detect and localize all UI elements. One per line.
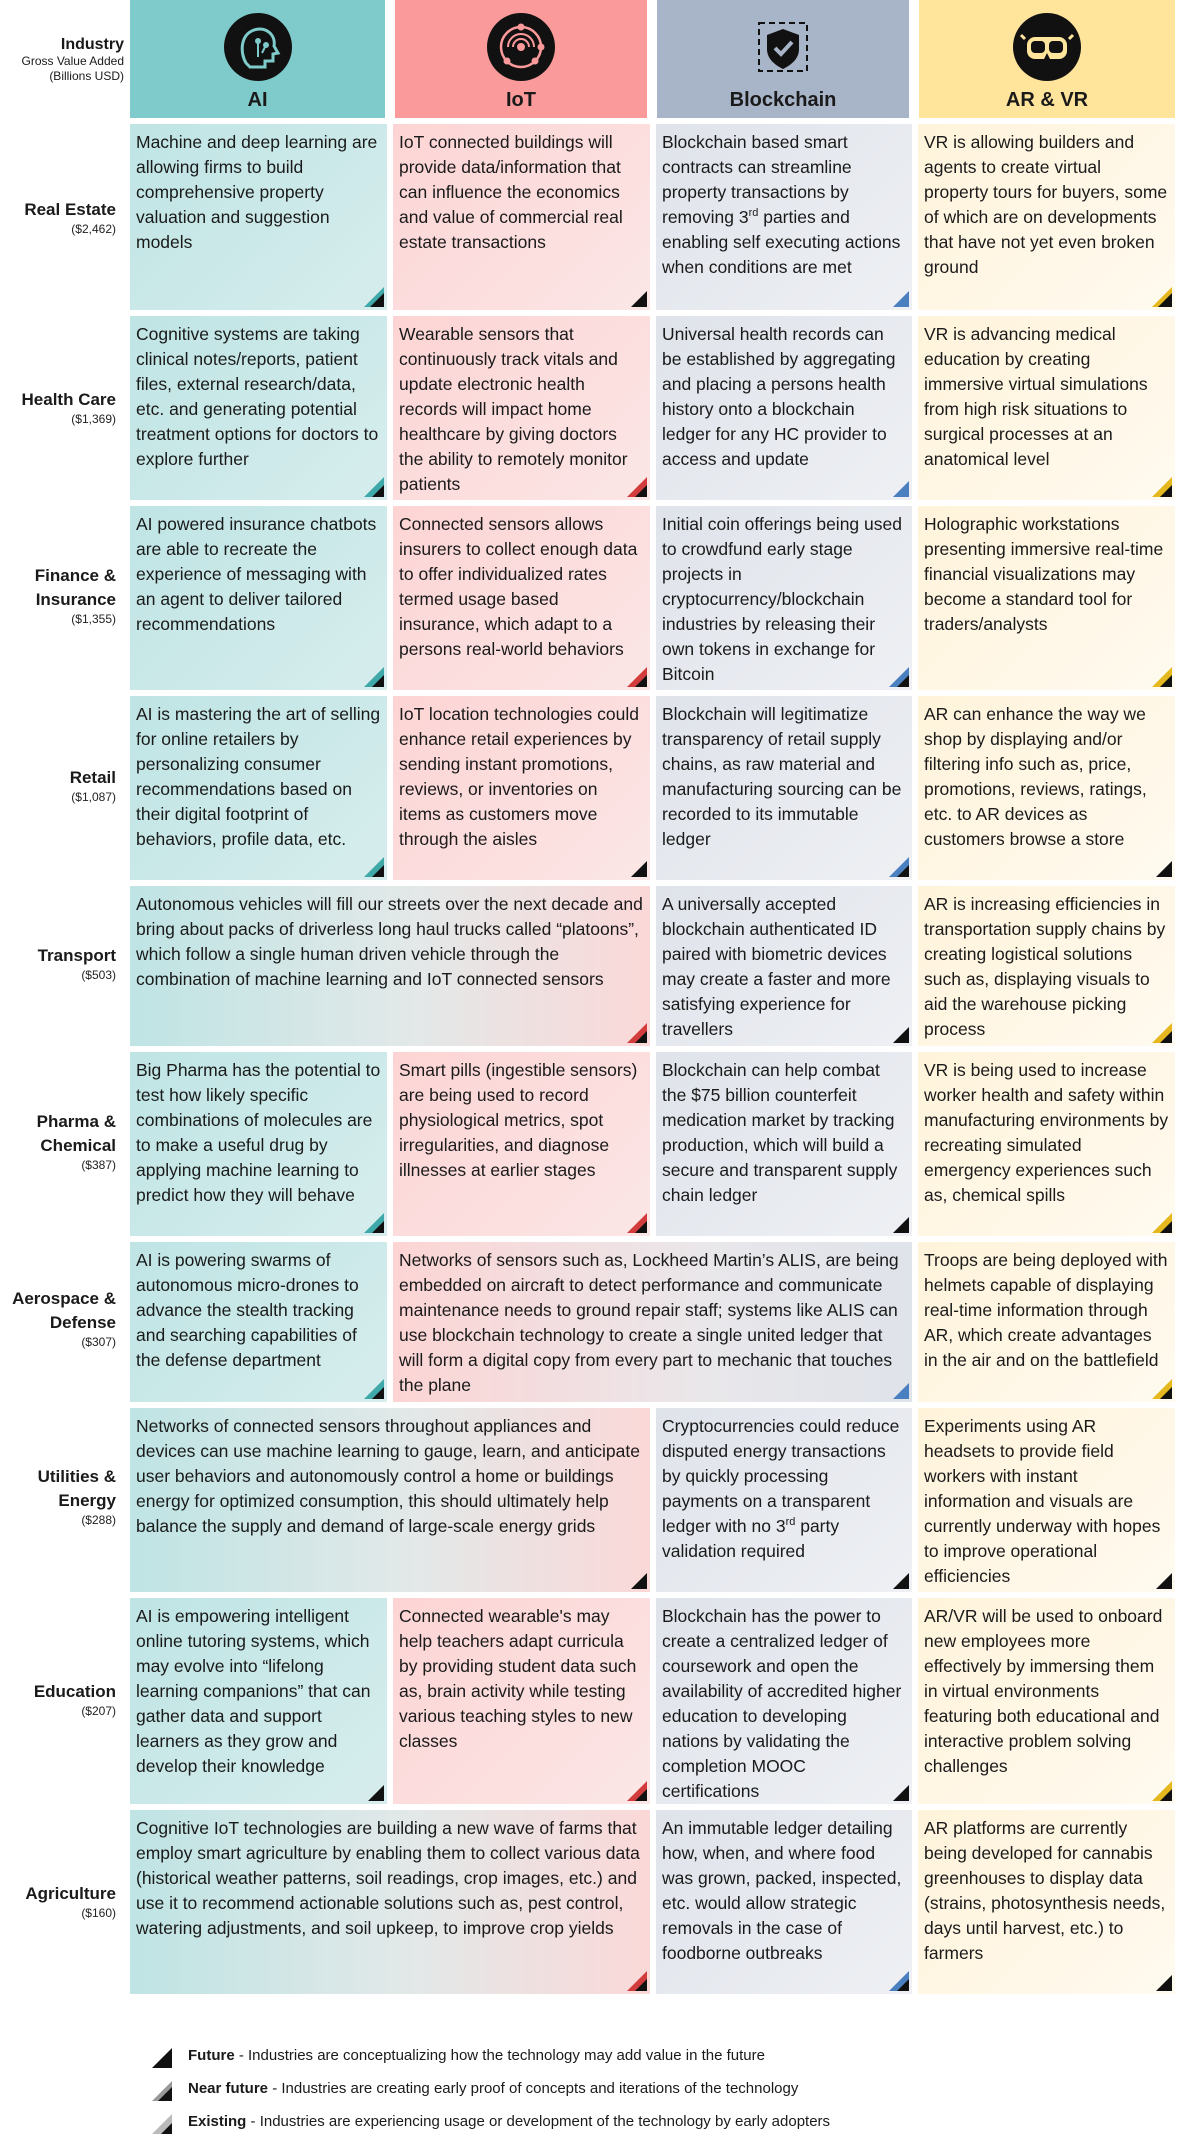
near-future-marker-icon bbox=[627, 1023, 647, 1043]
future-marker-icon bbox=[364, 1781, 384, 1801]
near-future-marker-icon bbox=[889, 1379, 909, 1399]
cell-text: Initial coin offerings being used to crowdfund early stage projects in cryptocurrency/blockchain industries by releasing their own tokens in exchange for Bitcoin bbox=[662, 514, 902, 684]
cell-education-blockchain bbox=[656, 1598, 912, 1804]
existing-marker-icon bbox=[1152, 667, 1172, 687]
tech-name-iot: IoT bbox=[506, 89, 536, 111]
cell-health-care-ai bbox=[130, 316, 387, 500]
industry-name-line2: Energy bbox=[58, 1491, 116, 1510]
cell-text: IoT location technologies could enhance retail experiences by sending instant promotions, reviews, or inventories on items as customers move through the aisles bbox=[399, 704, 639, 849]
row-label-health-care bbox=[0, 388, 116, 427]
existing-marker-icon bbox=[1152, 1213, 1172, 1233]
ai-head-circuit-icon bbox=[224, 13, 292, 81]
cell-text: AI is empowering intelligent online tutoring systems, which may evolve into “lifelong learning companions” that can gather data and support learners as they grow and develop their knowledge bbox=[136, 1606, 371, 1776]
industry-name-line2: Insurance bbox=[35, 590, 116, 609]
cell-pharma-ar-vr bbox=[918, 1052, 1175, 1236]
future-marker-icon bbox=[889, 1781, 909, 1801]
cell-text: VR is allowing builders and agents to create virtual property tours for buyers, some of which are on developments that have not yet even broken ground bbox=[924, 132, 1168, 277]
industry-gva: ($503) bbox=[81, 968, 116, 982]
cell-text: Blockchain has the power to create a centralized ledger of coursework and open the availability of accredited higher education to developing nations by validating the completion MOOC certifications bbox=[662, 1606, 902, 1801]
row-label-utilities-energy bbox=[0, 1465, 116, 1528]
tech-name-ar-vr: AR & VR bbox=[1005, 89, 1089, 111]
vr-headset-icon bbox=[1013, 13, 1081, 81]
industry-gva: ($1,369) bbox=[71, 412, 116, 426]
industry-name: Health Care bbox=[21, 390, 116, 409]
near-future-marker-icon bbox=[889, 477, 909, 497]
near-future-marker-icon bbox=[364, 287, 384, 307]
near-future-marker-icon bbox=[1152, 287, 1172, 307]
legend-item-near-future bbox=[150, 2079, 1050, 2112]
future-marker-icon bbox=[1152, 857, 1172, 877]
existing-marker-icon bbox=[364, 477, 384, 497]
industry-name: Aerospace & bbox=[12, 1289, 116, 1308]
cell-aerospace-ai bbox=[130, 1242, 387, 1402]
existing-marker-icon bbox=[1152, 1781, 1172, 1801]
existing-marker-icon bbox=[627, 1971, 647, 1991]
future-marker-icon bbox=[627, 1569, 647, 1589]
industry-gva: ($1,087) bbox=[71, 790, 116, 804]
cell-finance-ar-vr bbox=[918, 506, 1175, 690]
industry-name-line2: Defense bbox=[49, 1313, 116, 1332]
row-label-real-estate bbox=[0, 198, 116, 237]
cell-text: Big Pharma has the potential to test how likely specific combinations of molecules are to make a useful drug by applying machine learning to predict how they will behave bbox=[136, 1060, 381, 1205]
legend bbox=[150, 2046, 1050, 2145]
tech-name-blockchain: Blockchain bbox=[729, 89, 837, 111]
cell-text: Autonomous vehicles will fill our streets over the next decade and bring about packs of driverless long haul trucks called “platoons”, which follow a single human driven vehicle through the combination of machine learning and IoT connected sensors bbox=[136, 894, 643, 989]
cell-text: AR platforms are currently being developed for cannabis greenhouses to display data (strains, photosynthesis needs, days until harvest, etc.) to farmers bbox=[924, 1818, 1166, 1963]
industry-header bbox=[0, 0, 124, 118]
cell-text: AI is mastering the art of selling for online retailers by personalizing consumer recommendations based on their digital footprint of behaviors, profile data, etc. bbox=[136, 704, 381, 849]
cell-text: Wearable sensors that continuously track vitals and update electronic health records will impact home healthcare by giving doctors the ability to remotely monitor patients bbox=[399, 324, 628, 494]
industry-gva: ($2,462) bbox=[71, 222, 116, 236]
industry-header-title: Industry bbox=[60, 36, 124, 53]
tech-name-ai: AI bbox=[247, 89, 268, 111]
cell-health-care-blockchain bbox=[656, 316, 912, 500]
cell-text: Cognitive IoT technologies are building a new wave of farms that employ smart agriculture by enabling them to collect various data (historical weather patterns, soil readings, crop images, etc.) and use it to recommend actionable solutions such as, pest control, watering adjustments, and soil upkeep, to improve crop yields bbox=[136, 1818, 640, 1938]
cell-retail-blockchain bbox=[656, 696, 912, 880]
cell-text-part: Cryptocurrencies could reduce disputed energy transactions by quickly processing payments on a transparent ledger with no 3 bbox=[662, 1416, 900, 1536]
near-future-marker-icon bbox=[364, 1213, 384, 1233]
existing-marker-icon bbox=[1152, 1023, 1172, 1043]
cell-transport-ar-vr bbox=[918, 886, 1175, 1046]
cell-text: Smart pills (ingestible sensors) are being used to record physiological metrics, spot irregularities, and diagnose illnesses at earlier stages bbox=[399, 1060, 638, 1180]
cell-text: AR/VR will be used to onboard new employees more effectively by immersing them in virtual environments featuring both educational and interactive problem solving challenges bbox=[924, 1606, 1163, 1776]
industry-gva: ($307) bbox=[81, 1335, 116, 1349]
cell-real-estate-iot bbox=[393, 124, 650, 310]
existing-marker-icon bbox=[627, 667, 647, 687]
cell-finance-ai bbox=[130, 506, 387, 690]
cell-text: Universal health records can be established by aggregating and placing a persons health history onto a blockchain ledger for any HC provider to access and update bbox=[662, 324, 896, 469]
industry-name: Utilities & bbox=[37, 1467, 116, 1486]
tech-header-iot bbox=[395, 0, 647, 118]
cell-text: Troops are being deployed with helmets capable of displaying real-time information through AR, which create advantages in the air and on the battlefield bbox=[924, 1250, 1168, 1370]
cell-text: Blockchain will legitimatize transparency of retail supply chains, as raw material and manufacturing sourcing can be recorded to its immutable ledger bbox=[662, 704, 902, 849]
cell-pharma-ai bbox=[130, 1052, 387, 1236]
row-label-retail bbox=[0, 766, 116, 805]
future-marker-icon bbox=[889, 1213, 909, 1233]
industry-gva: ($387) bbox=[81, 1158, 116, 1172]
industry-name: Retail bbox=[69, 768, 116, 787]
existing-marker-icon bbox=[889, 667, 909, 687]
cell-aerospace-ar-vr bbox=[918, 1242, 1175, 1402]
cell-text: AR can enhance the way we shop by displaying and/or filtering info such as, price, promotions, reviews, ratings, etc. to AR devices as customers browse a store bbox=[924, 704, 1147, 849]
legend-desc: - Industries are conceptualizing how the technology may add value in the future bbox=[234, 2047, 765, 2064]
industry-name: Education bbox=[33, 1682, 116, 1701]
cell-text: Machine and deep learning are allowing firms to build comprehensive property valuation and suggestion models bbox=[136, 132, 378, 252]
existing-marker-icon bbox=[1152, 1379, 1172, 1399]
cell-text: Holographic workstations presenting immersive real-time financial visualizations may become a standard tool for traders/analysts bbox=[924, 514, 1164, 634]
cell-finance-blockchain bbox=[656, 506, 912, 690]
legend-key: Future bbox=[188, 2047, 235, 2064]
legend-key: Near future bbox=[188, 2080, 269, 2097]
cell-retail-ai bbox=[130, 696, 387, 880]
future-marker-icon bbox=[889, 1569, 909, 1589]
industry-gva: ($288) bbox=[81, 1513, 116, 1527]
cell-real-estate-blockchain bbox=[656, 124, 912, 310]
legend-key: Existing bbox=[188, 2113, 247, 2130]
cell-text: Connected wearable's may help teachers adapt curricula by providing student data such as, brain activity while testing various teaching styles to new classes bbox=[399, 1606, 637, 1751]
industry-name: Real Estate bbox=[24, 200, 116, 219]
cell-health-care-iot bbox=[393, 316, 650, 500]
row-label-aerospace-defense bbox=[0, 1287, 116, 1350]
future-marker-icon bbox=[889, 1023, 909, 1043]
existing-marker-icon bbox=[152, 2114, 172, 2134]
industry-gva: ($1,355) bbox=[71, 612, 116, 626]
row-label-pharma-chemical bbox=[0, 1110, 116, 1173]
cell-real-estate-ai bbox=[130, 124, 387, 310]
cell-pharma-iot bbox=[393, 1052, 650, 1236]
cell-text bbox=[662, 1414, 906, 1564]
cell-text: IoT connected buildings will provide data/information that can influence the economics and value of commercial real estate transactions bbox=[399, 132, 623, 252]
cell-text: Networks of sensors such as, Lockheed Martin’s ALIS, are being embedded on aircraft to detect performance and communicate maintenance needs to ground repair staff; systems like ALIS can use blockchain technology to create a single united ledger that will form a digital copy from every part to mechanic that touches the plane bbox=[399, 1250, 899, 1395]
cell-text-superscript: rd bbox=[748, 207, 759, 220]
existing-marker-icon bbox=[627, 1781, 647, 1801]
industry-name: Agriculture bbox=[25, 1884, 116, 1903]
cell-retail-ar-vr bbox=[918, 696, 1175, 880]
cell-retail-iot bbox=[393, 696, 650, 880]
blockchain-shield-check-icon bbox=[749, 13, 817, 81]
cell-education-ai bbox=[130, 1598, 387, 1804]
cell-text-part: Blockchain based smart contracts can streamline property transactions by removing 3 bbox=[662, 132, 852, 227]
cell-text-part: party validation required bbox=[662, 1516, 840, 1561]
near-future-marker-icon bbox=[364, 1379, 384, 1399]
cell-text: AI is powering swarms of autonomous micro-drones to advance the stealth tracking and searching capabilities of the defense department bbox=[136, 1250, 359, 1370]
future-marker-icon bbox=[1152, 1971, 1172, 1991]
existing-marker-icon bbox=[364, 667, 384, 687]
legend-desc: - Industries are experiencing usage or development of the technology by early adopters bbox=[246, 2113, 831, 2130]
near-future-marker-icon bbox=[152, 2081, 172, 2101]
legend-item-future bbox=[150, 2046, 1050, 2079]
cell-text: AR is increasing efficiencies in transportation supply chains by creating logistical solutions such as, displaying visuals to aid the warehouse picking process bbox=[924, 894, 1166, 1039]
cell-text-superscript: rd bbox=[785, 1516, 796, 1529]
cell-text: An immutable ledger detailing how, when, and where food was grown, packed, inspected, etc. would allow strategic removals in the case of foodborne outbreaks bbox=[662, 1818, 902, 1963]
gva-header-line2: (Billions USD) bbox=[49, 69, 124, 83]
iot-network-icon bbox=[487, 13, 555, 81]
cell-text: Blockchain can help combat the $75 billion counterfeit medication market by tracking production, which will build a secure and transparent supply chain ledger bbox=[662, 1060, 898, 1205]
cell-education-iot bbox=[393, 1598, 650, 1804]
industry-name: Transport bbox=[37, 946, 116, 965]
near-future-marker-icon bbox=[889, 287, 909, 307]
tech-header-ar-vr bbox=[919, 0, 1175, 118]
tech-header-ai bbox=[130, 0, 385, 118]
near-future-marker-icon bbox=[889, 1971, 909, 1991]
cell-aerospace-iot-blockchain bbox=[393, 1242, 912, 1402]
industry-name: Finance & bbox=[34, 566, 116, 585]
existing-marker-icon bbox=[627, 477, 647, 497]
tech-header-blockchain bbox=[657, 0, 909, 118]
legend-item-existing bbox=[150, 2112, 1050, 2145]
cell-text bbox=[662, 130, 906, 280]
future-marker-icon bbox=[152, 2048, 172, 2068]
cell-text: A universally accepted blockchain authenticated ID paired with biometric devices may create a faster and more satisfying experience for travellers bbox=[662, 894, 891, 1039]
cell-agriculture-ai-iot bbox=[130, 1810, 650, 1994]
future-marker-icon bbox=[1152, 1569, 1172, 1589]
row-label-education bbox=[0, 1680, 116, 1719]
cell-agriculture-ar-vr bbox=[918, 1810, 1175, 1994]
near-future-marker-icon bbox=[627, 1213, 647, 1233]
cell-utilities-ai-iot bbox=[130, 1408, 650, 1592]
cell-text: Cognitive systems are taking clinical notes/reports, patient files, external research/data, etc. and generating potential treatment options for doctors to explore further bbox=[136, 324, 379, 469]
cell-transport-ai-iot bbox=[130, 886, 650, 1046]
cell-utilities-blockchain bbox=[656, 1408, 912, 1592]
industry-name: Pharma & bbox=[36, 1112, 116, 1131]
row-label-finance-insurance bbox=[0, 564, 116, 627]
near-future-marker-icon bbox=[889, 857, 909, 877]
future-marker-icon bbox=[627, 857, 647, 877]
cell-finance-iot bbox=[393, 506, 650, 690]
industry-gva: ($160) bbox=[81, 1906, 116, 1920]
existing-marker-icon bbox=[364, 857, 384, 877]
cell-text: AI powered insurance chatbots are able to recreate the experience of messaging with an agent to deliver tailored recommendations bbox=[136, 514, 377, 634]
industry-gva: ($207) bbox=[81, 1704, 116, 1718]
cell-health-care-ar-vr bbox=[918, 316, 1175, 500]
cell-transport-blockchain bbox=[656, 886, 912, 1046]
cell-text: Networks of connected sensors throughout appliances and devices can use machine learning to gauge, learn, and anticipate user behaviors and autonomously control a home or buildings energy for optimized consumption, this should ultimately help balance the supply and demand of large-scale energy grids bbox=[136, 1416, 640, 1536]
industry-name-line2: Chemical bbox=[40, 1136, 116, 1155]
cell-agriculture-blockchain bbox=[656, 1810, 912, 1994]
cell-real-estate-ar-vr bbox=[918, 124, 1175, 310]
cell-text-part: parties and enabling self executing actions when conditions are met bbox=[662, 207, 901, 277]
cell-utilities-ar-vr bbox=[918, 1408, 1175, 1592]
existing-marker-icon bbox=[1152, 477, 1172, 497]
cell-text: VR is advancing medical education by creating immersive virtual simulations from high risk situations to surgical processes at an anatomical level bbox=[924, 324, 1148, 469]
row-label-transport bbox=[0, 944, 116, 983]
cell-education-ar-vr bbox=[918, 1598, 1175, 1804]
legend-desc: - Industries are creating early proof of concepts and iterations of the technology bbox=[268, 2080, 799, 2097]
cell-text: Experiments using AR headsets to provide field workers with instant information and visuals are currently underway with hopes to improve operational efficiencies bbox=[924, 1416, 1161, 1586]
row-label-agriculture bbox=[0, 1882, 116, 1921]
future-marker-icon bbox=[627, 287, 647, 307]
cell-pharma-blockchain bbox=[656, 1052, 912, 1236]
cell-text: VR is being used to increase worker health and safety within manufacturing environments by recreating simulated emergency experiences such as, chemical spills bbox=[924, 1060, 1169, 1205]
cell-text: Connected sensors allows insurers to collect enough data to offer individualized rates termed usage based insurance, which adapt to a persons real-world behaviors bbox=[399, 514, 638, 659]
gva-header-line1: Gross Value Added bbox=[21, 54, 124, 68]
